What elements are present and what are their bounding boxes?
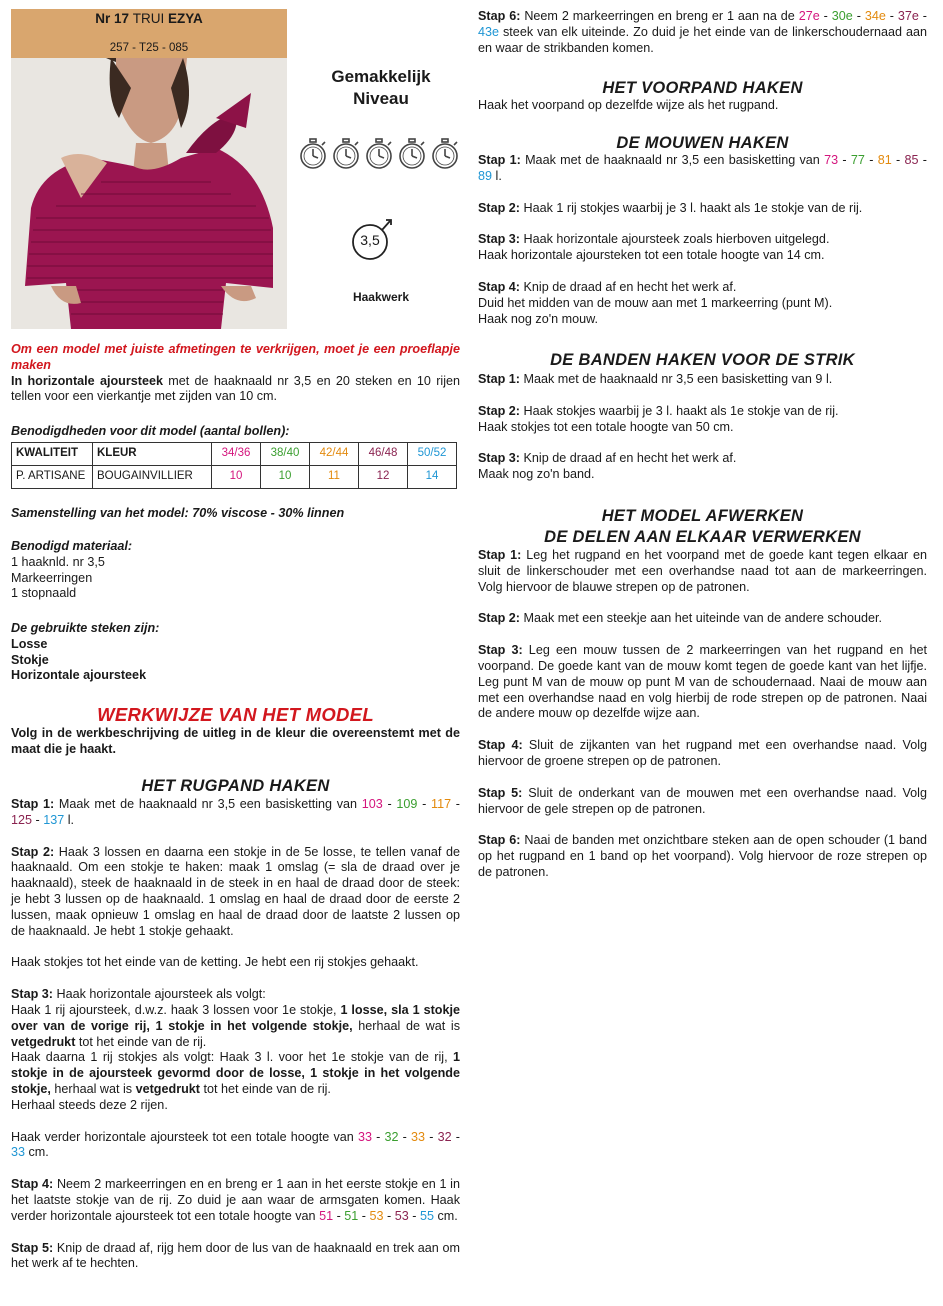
gauge-section — [11, 342, 460, 405]
sweater-illustration — [11, 58, 287, 329]
finish-step-1: Stap 1: Leg het rugpand en het voorpand met de goede kant tegen elkaar en sluit de linkerschouder met een overhandse naad tot aan de markeerringen. Volg hiervoor de blauwe strepen op de patronen. — [478, 548, 927, 594]
method-title: WERKWIJZE VAN HET MODEL — [97, 704, 374, 725]
model-photo — [11, 58, 287, 329]
sleeves-step-1: Stap 1: Maak met de haaknaald nr 3,5 een basisketting van 73 - 77 - 81 - 85 - 89 l. — [478, 153, 927, 183]
back-step-6: Stap 6: Neem 2 markeerringen en breng er 1 aan na de 27e - 30e - 34e - 37e - 43e steek van elk uiteinde. Zo duid je het einde van de linkerschoudernaad aan en waar de strikbanden komen. — [478, 9, 927, 55]
finish-step-4: Stap 4: Sluit de zijkanten van het rugpand met een overhandse naad. Volg hiervoor de groene strepen op de patronen. — [478, 738, 928, 768]
technique-label: Haakwerk — [352, 290, 410, 304]
bands-step-3: Stap 3: Knip de draad af en hecht het werk af. — [478, 451, 737, 466]
difficulty-rating — [297, 138, 467, 172]
back-step-4: Stap 4: Neem 2 markeerringen en en breng er 1 aan in het eerste stokje en 1 in het laatste stokje van de rij. Zo duid je aan waar de armsgaten komen. Haak verder horizontale ajoursteek tot een totale hoogte van 51 - 51 - 53 - 53 - 55 cm. — [11, 1177, 460, 1223]
crochet-hook-icon — [348, 215, 398, 265]
tools-section: Benodigd materiaal: 1 haaknld. nr 3,5 Markeerringen 1 stopnaald — [11, 539, 460, 602]
bands-step-1: Stap 1: Maak met de haaknaald nr 3,5 een basisketting van 9 l. — [478, 372, 833, 386]
materials-table — [11, 442, 457, 489]
back-step-1: Stap 1: Maak met de haaknaald nr 3,5 een basisketting van 103 - 109 - 117 - 125 - 137 l. — [11, 797, 460, 827]
finish-title: HET MODEL AFWERKEN DE DELEN AAN ELKAAR VERWERKEN — [544, 507, 861, 546]
hook-size: 3,5 — [360, 232, 380, 248]
sleeves-steps: Stap 1: Maak met de haaknaald nr 3,5 een basisketting van 73 - 77 - 81 - 85 - 89 l. Stap 2: Haak 1 rij stokjes waarbij je 3 l. haakt als 1e stokje van de rij. Stap 3: Haak horizontale ajoursteek zoals hierboven uitgelegd. Haak horizontale ajoursteken tot een totale hoogte van 14 cm. Stap 4: Knip de draad af en hecht het werk af. Duid het midden van de mouw aan met 1 markeerring (punt M). Haak nog zo'n mouw. — [478, 153, 927, 326]
finish-steps — [478, 548, 927, 881]
pattern-title: Nr 17 TRUI EZYA — [95, 11, 203, 26]
composition: Samenstelling van het model: 70% viscose - 30% linnen — [11, 506, 345, 520]
finish-step-5: Stap 5: Sluit de onderkant van de mouwen met een overhandse naad. Volg hiervoor de gele strepen op de patronen. — [478, 785, 927, 816]
pattern-header — [11, 9, 287, 58]
gauge-warning: Om een model met juiste afmetingen te verkrijgen, moet je een proeflapje maken — [11, 342, 460, 372]
gauge-text: In horizontale ajoursteek met de haaknaald nr 3,5 en 20 steken en 10 rijen tellen voor een vierkantje met zijden van 10 cm. — [11, 373, 461, 404]
difficulty-label: Gemakkelijk Niveau — [331, 67, 431, 108]
list-item: Stokje — [11, 652, 49, 667]
materials-title: Benodigdheden voor dit model (aantal bollen): — [11, 424, 290, 438]
back-step-2: Stap 2: Haak 3 lossen en daarna een stokje in de 5e losse, te tellen vanaf de haaknaald. Om een stokje te haken: maak 1 omslag (= sla de draad over je haaknaald), steek de haaknaald in de steek in en haal de draad door de steek: je hebt 3 lussen op de haaknaald. 1 omslag en haal de draad door de eerste 2 lussen, maak opnieuw 1 omslag en haal de draad door de laatste 2 lussen op de haaknaald. Je hebt 1 stokje gehaakt. — [11, 844, 460, 938]
sleeves-step-4: Stap 4: Knip de draad af en hecht het werk af. — [478, 279, 737, 294]
list-item: Losse — [11, 636, 48, 651]
pattern-code: 257 - T25 - 085 — [109, 41, 189, 54]
front-title: HET VOORPAND HAKEN — [602, 79, 803, 97]
back-step-3: Stap 3: Haak horizontale ajoursteek als volgt: — [11, 987, 266, 1002]
bands-title: DE BANDEN HAKEN VOOR DE STRIK — [550, 351, 855, 369]
stopwatch-icons — [297, 138, 467, 172]
stitches-section: De gebruikte steken zijn: Losse Stokje Horizontale ajoursteek — [11, 621, 460, 684]
finish-step-2: Stap 2: Maak met een steekje aan het uiteinde van de andere schouder. — [478, 611, 882, 626]
back-title: HET RUGPAND HAKEN — [141, 777, 330, 795]
bands-steps: Stap 1: Maak met de haaknaald nr 3,5 een basisketting van 9 l. Stap 2: Haak stokjes waarbij je 3 l. haakt als 1e stokje van de rij. Haak stokjes tot een totale hoogte van 50 cm. Stap 3: Knip de draad af en hecht het werk af. Maak nog zo'n band. — [478, 372, 927, 483]
back-step-5: Stap 5: Knip de draad af, rijg hem door de lus van de haaknaald en trek aan om het werk af te hechten. — [11, 1240, 460, 1271]
table-row: P. ARTISANE BOUGAINVILLIER 10 10 11 12 14 — [12, 466, 457, 489]
method-intro: Volg in de werkbeschrijving de uitleg in de kleur die overeenstemt met de maat die je haakt. — [11, 726, 460, 756]
bands-step-2: Stap 2: Haak stokjes waarbij je 3 l. haakt als 1e stokje van de rij. — [478, 403, 839, 418]
front-text: Haak het voorpand op dezelfde wijze als het rugpand. — [478, 98, 779, 112]
back-steps: Stap 1: Maak met de haaknaald nr 3,5 een basisketting van 103 - 109 - 117 - 125 - 137 l. Stap 2: Haak 3 lossen en daarna een stokje in de 5e losse, te tellen vanaf de haaknaald. Om een stokje te haken: maak 1 omslag (= sla de draad over je haaknaald), steek de haaknaald in de steek in en haal de draad door de steek: je hebt 3 lussen op de haaknaald. 1 omslag en haal de draad door de eerste 2 lussen, maak opnieuw 1 omslag en haal de draad door de laatste 2 lussen op de haaknaald. Je hebt 1 stokje gehaakt. Haak stokjes tot het einde van de ketting. Je hebt een rij stokjes gehaakt. Stap 3: Haak horizontale ajoursteek als volgt: Haak 1 rij ajoursteek, d.w.z. haak 3 lossen voor 1e stokje, 1 losse, sla 1 stokje over van de vorige rij, 1 stokje in het volgende stokje, herhaal de wat is vetgedrukt tot het einde van de rij. Haak daarna 1 rij stokjes als volgt: Haak 3 l. voor het 1e stokje van de rij, 1 stokje in de ajoursteek gevormd door de losse, 1 stokje in het volgende stokje, herhaal wat is vetgedrukt tot het einde van de rij. Herhaal steeds deze 2 rijen. Haak verder horizontale ajoursteek tot een totale hoogte van 33 - 32 - 33 - 32 - 33 cm. Stap 4: Neem 2 markeerringen en en breng er 1 aan in het eerste stokje en 1 in het laatste stokje van de rij. Zo duid je aan waar de armsgaten komen. Haak verder horizontale ajoursteek tot een totale hoogte van 51 - 51 - 53 - 53 - 55 cm. Stap 5: Knip de draad af, rijg hem door de lus van de haaknaald en trek aan om het werk af te hechten. — [11, 797, 460, 1271]
sleeves-step-3: Stap 3: Haak horizontale ajoursteek zoals hierboven uitgelegd. — [478, 232, 830, 247]
list-item: 1 haaknld. nr 3,5 — [11, 554, 105, 569]
list-item: Horizontale ajoursteek — [11, 668, 147, 683]
finish-step-6: Stap 6: Naai de banden met onzichtbare steken aan de open schouder (1 band op het rugpand en 1 band op het voorpand). Volg hiervoor de roze strepen op de patronen. — [478, 833, 927, 879]
list-item: Markeerringen — [11, 570, 93, 585]
list-item: 1 stopnaald — [11, 586, 77, 601]
sleeves-title: DE MOUWEN HAKEN — [616, 134, 789, 152]
sleeves-step-2: Stap 2: Haak 1 rij stokjes waarbij je 3 l. haakt als 1e stokje van de rij. — [478, 200, 863, 215]
finish-step-3: Stap 3: Leg een mouw tussen de 2 markeerringen van het rugpand en het voorpand. De goede kant van de mouw komt tegen de goede kant van het lijfje. Leg punt M van de mouw op punt M van de schoudernaad. Naai de mouw aan met een overhandse naad en volg hierbij de rode strepen op de patronen. Naai de andere mouw op dezelfde wijze aan. — [478, 643, 927, 721]
table-header-row: KWALITEIT KLEUR 34/36 38/40 42/44 46/48 50/52 — [12, 443, 457, 466]
